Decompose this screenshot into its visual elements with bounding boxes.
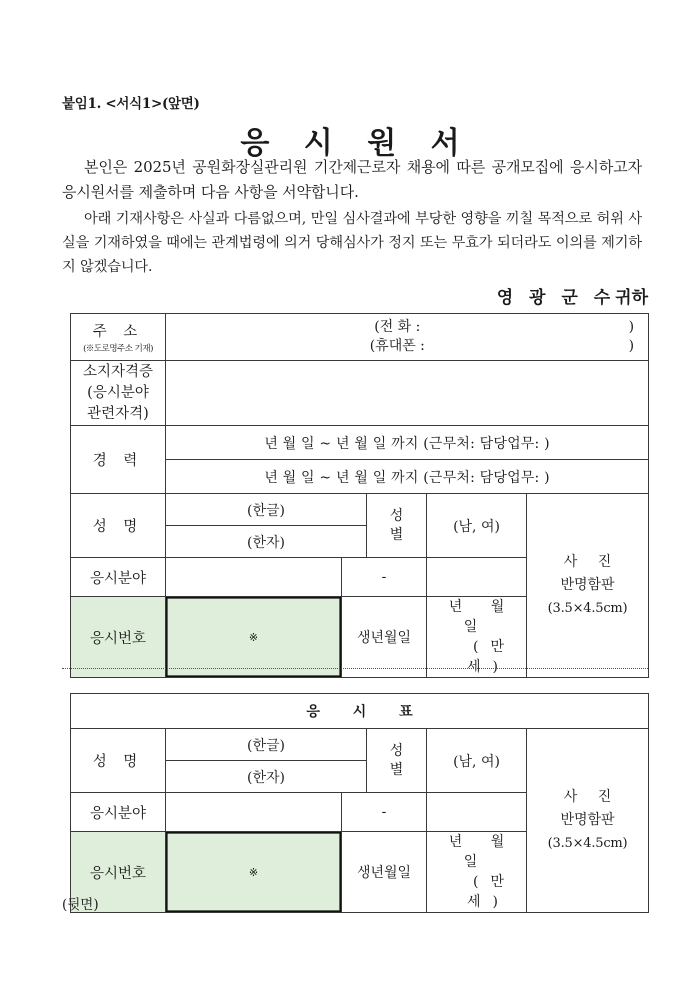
name-hanja-placeholder: (한자) [247,534,285,551]
ticket-exam-number-label: 응시번호 [89,865,147,882]
ticket-field-dash-cell: - [342,793,427,832]
birth-value-cell[interactable] [427,597,527,678]
gender-value-cell[interactable]: (남, 여) [427,494,527,558]
career-label: 경 력 [92,453,144,469]
table-row-address [71,314,649,361]
ticket-photo-label-line1: 사 진 [563,789,620,805]
attachment-label: 붙임1. <서식1>(앞면) [62,96,200,112]
ticket-birth-ymd: 년 월 일 [448,834,517,870]
ticket-birth-label-cell: 생년월일 [342,832,427,913]
certificate-label-cell [71,361,166,426]
ticket-birth-value-cell[interactable] [427,832,527,913]
name-label: 성 명 [92,519,144,535]
ticket-photo-label-line3: (3.5×4.5cm) [547,836,628,851]
back-side-note: (뒷면) [62,897,99,913]
mobile-label: (휴대폰 : [369,338,425,354]
name-hangul-placeholder: (한글) [247,502,285,519]
ticket-name-label-cell [71,729,166,793]
ticket-gender-label-line2: 별 [389,761,404,778]
table-row-career-1 [71,426,649,460]
name-label-cell [71,494,166,558]
phone-close-paren: ) [628,319,635,335]
address-sub-label: (※도로명주소 기재) [83,344,153,354]
phone-row [166,318,648,337]
address-value-cell[interactable] [166,314,649,361]
addressee-name: 영 광 군 수 [496,288,616,308]
field-label-cell [71,558,166,597]
field-dash-cell: - [342,558,427,597]
field-detail-cell[interactable] [427,558,527,597]
ticket-birth-age: (만 세) [467,874,516,910]
exam-ticket-table [70,693,649,913]
ticket-field-value-cell[interactable] [166,793,342,832]
exam-number-mark: ※ [248,631,259,644]
table-row-certificate [71,361,649,426]
name-hanja-cell[interactable] [166,526,367,558]
name-hangul-cell[interactable] [166,494,367,526]
photo-cell [527,494,649,678]
career-row-1[interactable]: 년 월 일 ~ 년 월 일 까지 (근무처: 담당업무: ) [166,426,649,460]
ticket-gender-label-cell [367,729,427,793]
address-label-cell [71,314,166,361]
gender-label-line1: 성 [389,507,404,524]
photo-label-line3: (3.5×4.5cm) [547,601,628,616]
certificate-label-line1: 소지자격증 [82,363,154,380]
career-row-2[interactable]: 년 월 일 ~ 년 월 일 까지 (근무처: 담당업무: ) [166,460,649,494]
certificate-label-line3: 관련자격) [87,405,149,422]
table-row-ticket-title [71,694,649,729]
ticket-name-hanja-placeholder: (한자) [247,769,285,786]
ticket-name-hangul-placeholder: (한글) [247,737,285,754]
table-row-name-hangul [71,494,649,526]
exam-number-value-cell[interactable] [166,597,342,678]
page-title: 응 시 원 서 [240,126,472,161]
certificate-label-line2: (응시분야 [87,384,149,401]
ticket-name-hangul-cell[interactable] [166,729,367,761]
photo-label-line1: 사 진 [563,554,620,570]
birth-ymd: 년 월 일 [448,599,517,635]
address-label: 주 소 [92,324,144,340]
ticket-gender-label-line1: 성 [389,742,404,759]
ticket-exam-number-value-cell[interactable] [166,832,342,913]
photo-label-line2: 반명함판 [560,577,615,593]
certificate-value-cell[interactable] [166,361,649,426]
pledge-paragraph-1: 본인은 2025년 공원화장실관리원 기간제근로자 채용에 따른 공개모집에 응시하고자 응시원서를 제출하며 다음 사항을 서약합니다. [62,158,642,201]
ticket-field-detail-cell[interactable] [427,793,527,832]
ticket-field-label: 응시분야 [89,805,147,822]
exam-number-label: 응시번호 [89,630,147,647]
table-row-ticket-name-hangul [71,729,649,761]
career-label-cell [71,426,166,494]
field-value-cell[interactable] [166,558,342,597]
ticket-photo-cell [527,729,649,913]
birth-label-cell: 생년월일 [342,597,427,678]
cut-line-separator [62,668,648,669]
ticket-name-hanja-cell[interactable] [166,761,367,793]
application-form-table [70,313,649,678]
addressee [497,283,648,308]
addressee-suffix: 귀하 [615,288,648,308]
ticket-exam-number-mark: ※ [248,866,259,879]
gender-label-line2: 별 [389,526,404,543]
ticket-title: 응 시 표 [71,694,649,729]
mobile-row [166,337,648,356]
phone-label: (전 화 : [374,319,421,335]
gender-label-cell [367,494,427,558]
mobile-close-paren: ) [628,338,635,354]
ticket-field-label-cell [71,793,166,832]
field-label: 응시분야 [89,570,147,587]
exam-number-label-cell [71,597,166,678]
ticket-gender-value-cell[interactable]: (남, 여) [427,729,527,793]
pledge-paragraph-2: 아래 기재사항은 사실과 다름없으며, 만일 심사결과에 부당한 영향을 끼칠 목적으로 허위 사실을 기재하였을 때에는 관계법령에 의거 당해심사가 정지 또는 무효가 되더라도 이의를 제기하지 않겠습니다. [62,211,642,275]
ticket-photo-label-line2: 반명함판 [560,812,615,828]
certificate-label-stack [71,362,165,425]
birth-age: (만 세) [467,639,516,675]
ticket-name-label: 성 명 [92,754,144,770]
